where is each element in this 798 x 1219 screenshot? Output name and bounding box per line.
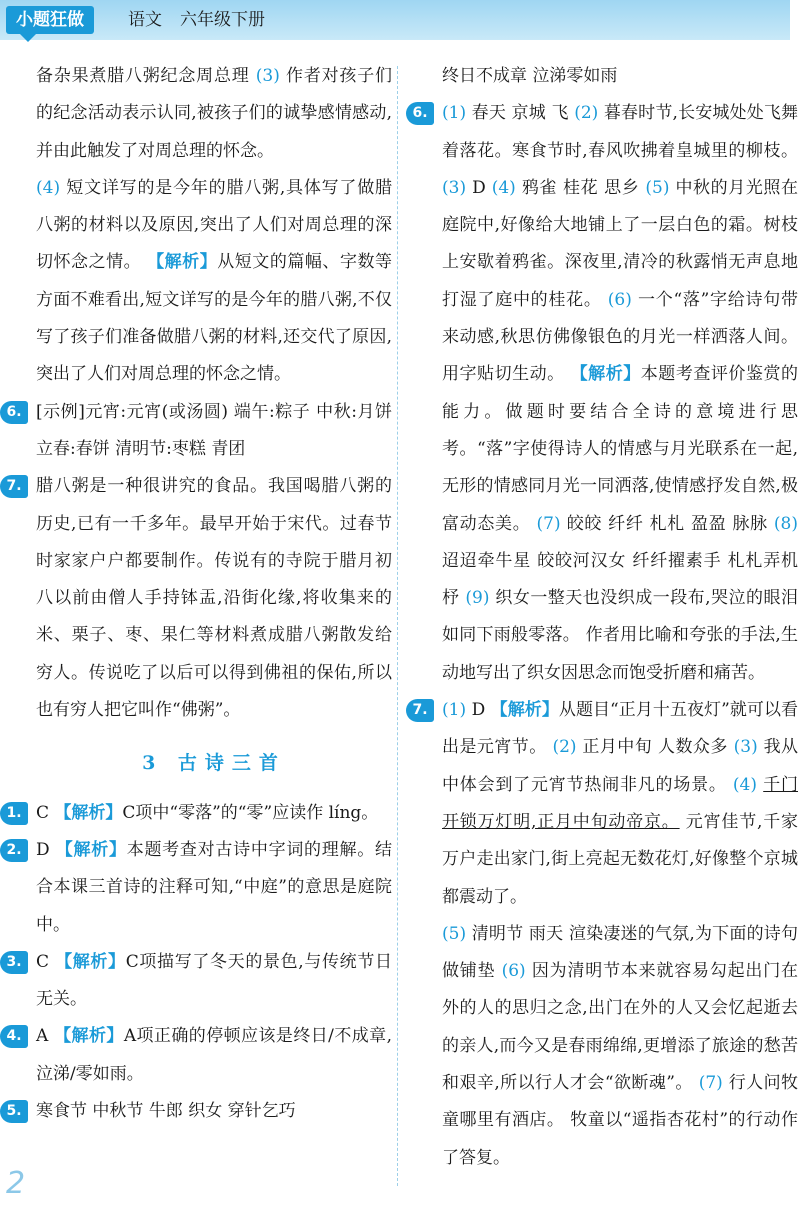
- part-text: 作者对孩子们的纪念活动表示认同,被孩子们的诚挚感情感动,并由此触发了对周总理的怀念。: [36, 66, 393, 161]
- part-label: (3): [442, 177, 467, 198]
- part-label: (4): [732, 774, 758, 795]
- brand-tail: [20, 34, 36, 42]
- page-header: [0, 0, 790, 40]
- part-text: 中秋的月光照在庭院中,好像给大地铺上了一层白色的霜。树枝上安歇着鸦雀。深夜里,清冷的秋露悄无声息地打湿了庭中的桂花。: [442, 177, 798, 310]
- question-6: [6, 394, 392, 469]
- part-label: (1): [442, 103, 467, 124]
- question-6: [412, 95, 798, 692]
- column-divider: [397, 66, 398, 1186]
- part-label: (2): [574, 103, 599, 124]
- page-number: 2: [6, 1166, 26, 1201]
- part-text: 清明节 雨天 渲染凄迷的气氛,为下面的诗句做铺垫: [442, 923, 798, 982]
- part-text: 一个“落”字给诗句带来动感,秋思仿佛像银色的月光一样洒落人间。用字贴切生动。: [442, 289, 798, 385]
- part-text: 迢迢牵牛星 皎皎河汉女 纤纤擢素手 札札弄机杼: [442, 550, 798, 609]
- part-label: (7): [698, 1073, 723, 1094]
- part-label: (6): [607, 289, 632, 310]
- part-label: (3): [733, 737, 758, 758]
- analysis-tag: 【解析】: [490, 700, 559, 721]
- part-text: 鸦雀 桂花 思乡: [521, 177, 640, 198]
- section-question-4: [6, 1018, 392, 1093]
- section-title: 3 古诗三首: [142, 752, 286, 775]
- question-number-badge: 4.: [0, 1025, 28, 1048]
- cont-answer: [442, 58, 798, 95]
- part-label: (2): [552, 737, 577, 758]
- analysis-tag: 【解析】: [570, 364, 641, 385]
- part-text: 因为清明节本来就容易勾起出门在外的人的思归之念,出门在外的人又会忆起逝去的亲人,而今又是春雨绵绵,更增添了旅途的愁苦和艰辛,所以行人才会“欲断魂”。: [442, 961, 798, 1094]
- part-text: 正月中旬 人数众多: [582, 737, 728, 758]
- cont-text: 备杂果煮腊八粥纪念周总理: [36, 66, 250, 86]
- part-text: 短文详写的是今年的腊八粥,具体写了做腊八粥的材料以及原因,突出了人们对周总理的深切怀念之情。: [36, 177, 392, 273]
- part-label: (8): [773, 513, 798, 534]
- question-number-badge: 7.: [406, 699, 434, 722]
- analysis-tag: 【解析】: [147, 252, 218, 273]
- question-number-badge: 2.: [0, 839, 28, 862]
- question-number-badge: 6.: [406, 102, 434, 125]
- answer-text: 寒食节 中秋节 牛郎 织女 穿针乞巧: [36, 1101, 296, 1122]
- part-text: D: [471, 700, 486, 721]
- part-text: 我从中体会到了元宵节热闹非凡的场景。: [442, 737, 798, 795]
- part-label: (1): [442, 700, 467, 721]
- cont-answer: [36, 58, 392, 394]
- part-text: 织女一整天也没织成一段布,哭泣的眼泪如同下雨般零落。 作者用比喻和夸张的手法,生动地写出了织女因思念而饱受折磨和痛苦。: [442, 588, 798, 683]
- cont-text: 终日不成章 泣涕零如雨: [442, 66, 618, 86]
- analysis-tag: 【解析】: [54, 802, 123, 823]
- part-text: 皎皎 纤纤 札札 盈盈 脉脉: [566, 513, 768, 534]
- header-grade: 六年级下册: [180, 10, 265, 30]
- analysis-text: A项正确的停顿应该是终日/不成章,泣涕/零如雨。: [36, 1026, 392, 1084]
- question-number-badge: 3.: [0, 951, 28, 974]
- analysis-text: 本题考查对古诗中字词的理解。结合本课三首诗的注释可知,“中庭”的意思是庭院中。: [36, 839, 392, 935]
- part-label: (5): [645, 177, 670, 198]
- section-question-1: [6, 795, 392, 832]
- part-text: 春天 京城 飞: [471, 103, 569, 124]
- part-label: (3): [255, 66, 280, 86]
- part-text: D: [472, 177, 486, 198]
- part-label: (4): [36, 177, 61, 198]
- analysis-text: 本题考查评价鉴赏的能力。做题时要结合全诗的意境进行思考。“落”字使得诗人的情感与月光联系在一起,无形的情感同月光一同洒落,使情感抒发自然,极富动态美。: [442, 364, 798, 534]
- analysis-text: 从题目“正月十五夜灯”就可以看出是元宵节。: [442, 700, 798, 758]
- analysis-tag: 【解析】: [54, 1026, 124, 1047]
- question-7: [412, 692, 798, 1177]
- part-label: (6): [501, 961, 526, 982]
- brand-label: 小题狂做: [6, 6, 94, 34]
- part-text: 行人问牧童哪里有酒店。 牧童以“遥指杏花村”的行动作了答复。: [442, 1073, 798, 1168]
- part-label: (4): [491, 177, 516, 198]
- answer-choice: C: [36, 802, 50, 823]
- question-number-badge: 1.: [0, 802, 28, 825]
- header-subject: 语文: [128, 10, 162, 30]
- analysis-text: 从短文的篇幅、字数等方面不难看出,短文详写的是今年的腊八粥,不仅写了孩子们准备做腊八粥的材料,还交代了原因,突出了人们对周总理的怀念之情。: [36, 252, 393, 385]
- part-label: (5): [442, 923, 467, 944]
- part-label: (9): [465, 588, 490, 609]
- analysis-tag: 【解析】: [55, 951, 126, 972]
- question-number-badge: 7.: [0, 475, 28, 498]
- answer-text: 腊八粥是一种很讲究的食品。我国喝腊八粥的历史,已有一千多年。最早开始于宋代。过春节时家家户户都要制作。传说有的寺院于腊月初八以前由僧人手持钵盂,沿街化缘,将收集来的米、栗子、枣、果仁等材料煮成腊八粥散发给穷人。传说吃了以后可以得到佛祖的保佑,所以也有穷人把它叫作“佛粥”。: [36, 476, 392, 721]
- underlined-text: 千门开锁万灯明,正月中旬动帝京。: [442, 774, 798, 832]
- analysis-tag: 【解析】: [55, 839, 127, 860]
- analysis-text: C项中“零落”的“零”应读作 líng。: [122, 802, 379, 823]
- answer-choice: D: [36, 839, 50, 860]
- section-question-3: [6, 944, 392, 1019]
- left-column: [6, 58, 393, 1130]
- answer-choice: A: [36, 1026, 49, 1047]
- part-label: (7): [536, 513, 561, 534]
- right-column: [412, 58, 798, 1177]
- section-question-5: [6, 1093, 392, 1130]
- question-number-badge: 6.: [0, 401, 28, 424]
- part-text: 元宵佳节,千家万户走出家门,街上亮起无数花灯,好像整个京城都震动了。: [442, 811, 798, 907]
- question-7: [6, 468, 392, 729]
- part-text: 暮春时节,长安城处处飞舞着落花。寒食节时,春风吹拂着皇城里的柳枝。: [442, 103, 798, 161]
- answer-choice: C: [36, 951, 50, 972]
- question-number-badge: 5.: [0, 1100, 28, 1123]
- section-question-2: [6, 832, 392, 944]
- answer-text: [示例]元宵:元宵(或汤圆) 端午:粽子 中秋:月饼 立春:春饼 清明节:枣糕 青团: [36, 401, 392, 459]
- analysis-text: C项描写了冬天的景色,与传统节日无关。: [36, 951, 392, 1010]
